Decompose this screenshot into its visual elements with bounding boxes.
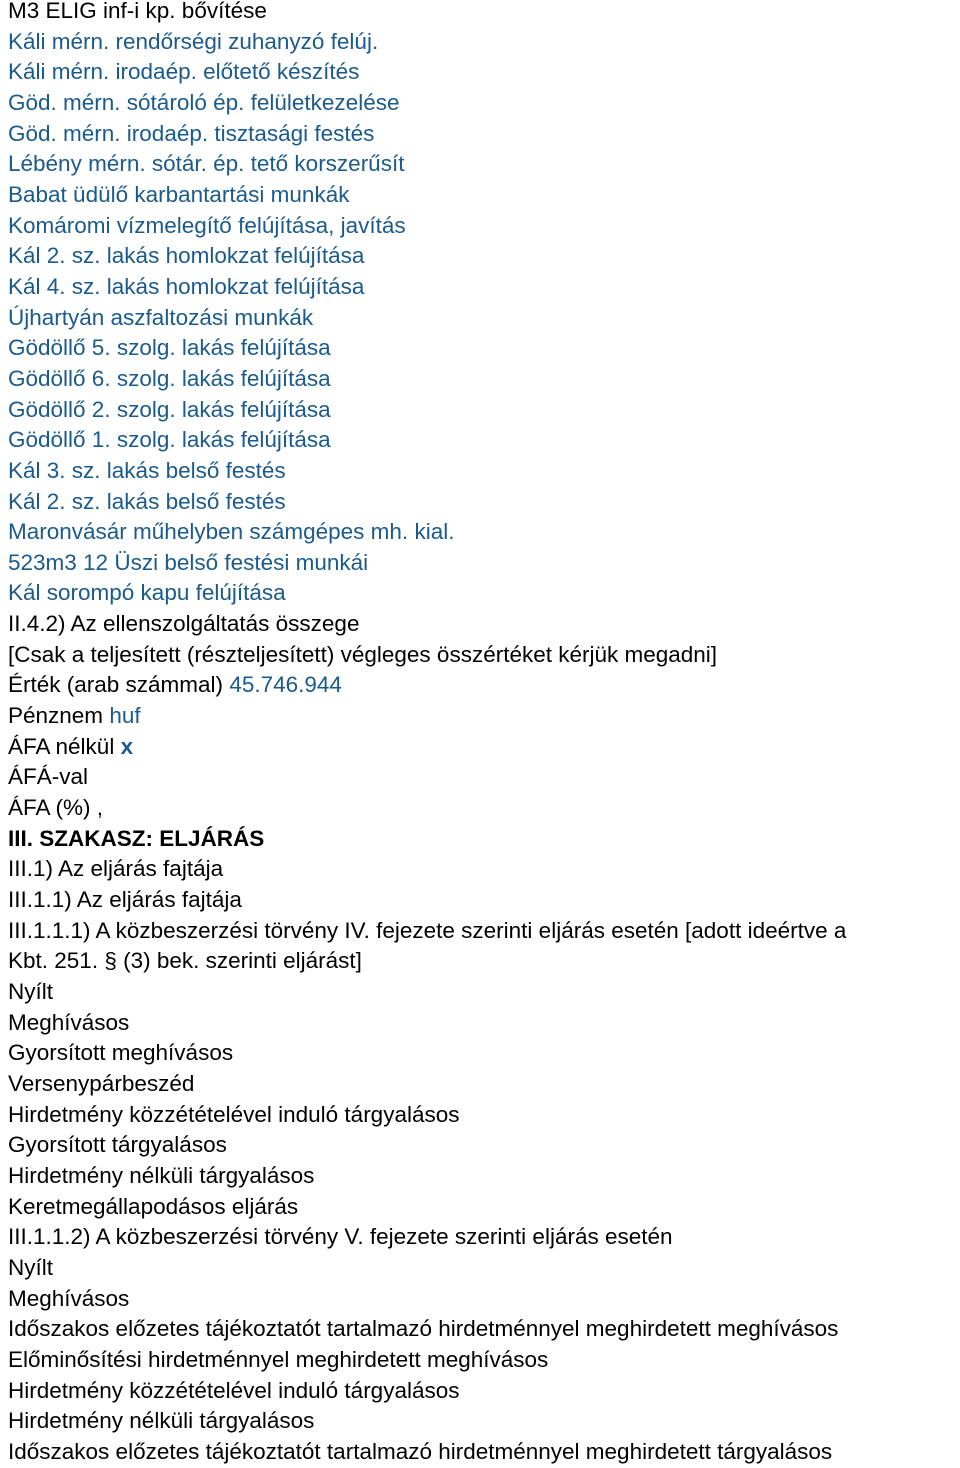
procedure-option: Versenypárbeszéd (8, 1070, 195, 1096)
vat-excluded-mark: x (120, 733, 134, 759)
project-name: Babat üdülő karbantartási munkák (8, 181, 350, 207)
procedure-option: Előminősítési hirdetménnyel meghirdetett meghívásos (8, 1346, 549, 1372)
project-item (8, 395, 960, 426)
project-name: Kál sorompó kapu felújítása (8, 580, 286, 606)
currency-value: huf (109, 703, 141, 729)
currency-label: Pénznem (8, 703, 104, 729)
project-name: Gödöllő 2. szolg. lakás felújítása (8, 396, 331, 422)
project-item (8, 211, 960, 242)
section-iii (8, 824, 960, 1468)
value-row (8, 670, 960, 701)
section-iii-1-1-1-line1: III.1.1.1) A közbeszerzési törvény IV. fejezete szerinti eljárás esetén [adott ideértve a (8, 917, 847, 943)
procedure-option: Nyílt (8, 1254, 53, 1280)
procedure-option: Időszakos előzetes tájékoztatót tartalmazó hirdetménnyel meghirdetett tárgyalásos (8, 1438, 833, 1464)
procedure-option: Hirdetmény közzétételével induló tárgyalásos (8, 1377, 460, 1403)
section-iii-1-1-2: III.1.1.2) A közbeszerzési törvény V. fejezete szerinti eljárás esetén (8, 1224, 673, 1250)
project-item (8, 578, 960, 609)
project-item (8, 57, 960, 88)
project-name: Káli mérn. irodaép. előtető készítés (8, 59, 360, 85)
project-item (8, 517, 960, 548)
project-item (8, 487, 960, 518)
procedure-option: Keretmegállapodásos eljárás (8, 1193, 299, 1219)
project-name: Gödöllő 1. szolg. lakás felújítása (8, 427, 331, 453)
section-heading: II.4.2) Az ellenszolgáltatás összege (8, 611, 360, 637)
project-item (8, 27, 960, 58)
vat-percent-label: ÁFA (%) , (8, 795, 104, 821)
project-name: 523m3 12 Üszi belső festési munkái (8, 549, 369, 575)
project-item (8, 119, 960, 150)
procedure-option: Időszakos előzetes tájékoztatót tartalmazó hirdetménnyel meghirdetett meghívásos (8, 1316, 839, 1342)
project-name: Kál 4. sz. lakás homlokzat felújítása (8, 273, 365, 299)
project-name: Gödöllő 5. szolg. lakás felújítása (8, 335, 331, 361)
currency-row (8, 701, 960, 732)
procedure-option: Hirdetmény nélküli tárgyalásos (8, 1162, 315, 1188)
value-amount: 45.746.944 (229, 672, 342, 698)
project-name: Komáromi vízmelegítő felújítása, javítás (8, 212, 406, 238)
procedure-option: Meghívásos (8, 1285, 130, 1311)
project-name: Maronvásár műhelyben számgépes mh. kial. (8, 519, 455, 545)
section-iii-1-1: III.1.1) Az eljárás fajtája (8, 887, 242, 913)
project-name: Göd. mérn. sótároló ép. felületkezelése (8, 89, 400, 115)
project-name: Kál 2. sz. lakás belső festés (8, 488, 286, 514)
procedure-options-iv (8, 977, 960, 1222)
project-name: Újhartyán aszfaltozási munkák (8, 304, 314, 330)
project-item (8, 425, 960, 456)
section-note: [Csak a teljesített (részteljesített) végleges összértéket kérjük megadni] (8, 641, 718, 667)
project-item (8, 364, 960, 395)
project-item (8, 333, 960, 364)
value-label: Érték (arab számmal) (8, 672, 224, 698)
project-item (8, 456, 960, 487)
project-item (8, 272, 960, 303)
project-name: Lébény mérn. sótár. ép. tető korszerűsít (8, 151, 405, 177)
procedure-option: Hirdetmény közzétételével induló tárgyalásos (8, 1101, 460, 1127)
procedure-option: Meghívásos (8, 1009, 130, 1035)
project-name: Gödöllő 6. szolg. lakás felújítása (8, 365, 331, 391)
section-ii-4-2 (8, 609, 960, 824)
project-list (8, 0, 960, 609)
project-item (8, 241, 960, 272)
project-item (8, 0, 960, 27)
procedure-option: Gyorsított tárgyalásos (8, 1132, 227, 1158)
procedure-option: Gyorsított meghívásos (8, 1040, 234, 1066)
vat-excluded-row (8, 732, 960, 763)
project-name: Kál 3. sz. lakás belső festés (8, 457, 286, 483)
project-name: Göd. mérn. irodaép. tisztasági festés (8, 120, 375, 146)
vat-excluded-label: ÁFA nélkül (8, 733, 115, 759)
section-iii-1: III.1) Az eljárás fajtája (8, 856, 224, 882)
project-item (8, 149, 960, 180)
procedure-option: Hirdetmény nélküli tárgyalásos (8, 1408, 315, 1434)
project-name-first: M3 ELIG inf-i kp. bővítése (8, 0, 267, 23)
vat-included-label: ÁFÁ-val (8, 764, 89, 790)
project-item (8, 303, 960, 334)
procedure-option: Nyílt (8, 979, 53, 1004)
procedure-options-v (8, 1253, 960, 1468)
project-name: Káli mérn. rendőrségi zuhanyzó felúj. (8, 28, 379, 54)
section-iii-heading: III. SZAKASZ: ELJÁRÁS (8, 825, 265, 851)
project-item (8, 548, 960, 579)
project-item (8, 88, 960, 119)
project-name: Kál 2. sz. lakás homlokzat felújítása (8, 243, 365, 269)
section-iii-1-1-1-line2: Kbt. 251. § (3) bek. szerinti eljárást] (8, 948, 362, 974)
project-item (8, 180, 960, 211)
